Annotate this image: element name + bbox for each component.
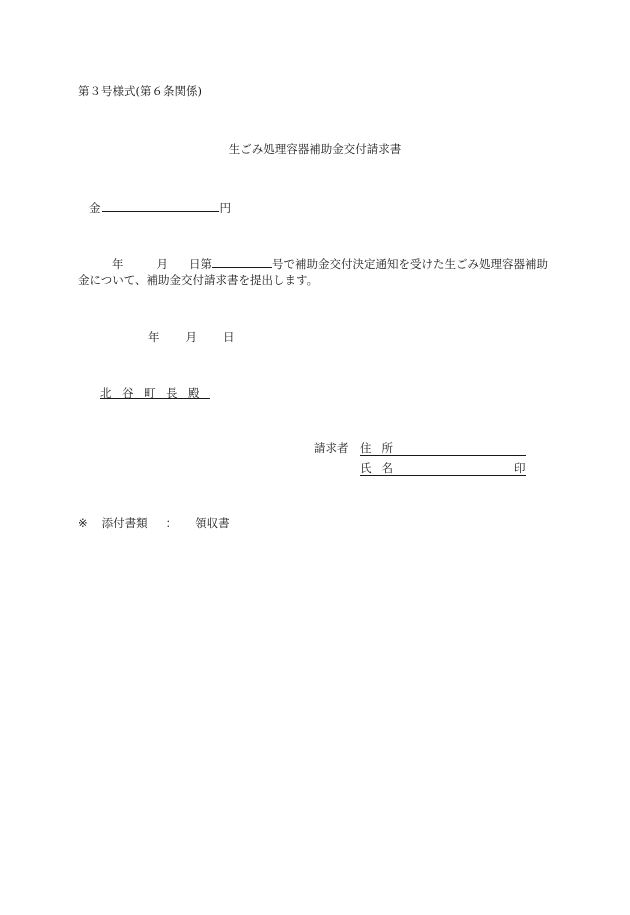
body-year: 年 xyxy=(112,257,124,271)
date-line xyxy=(148,332,235,344)
name-label: 氏名 xyxy=(360,461,403,475)
amount-line xyxy=(89,199,231,215)
notice-number-blank[interactable] xyxy=(212,255,272,268)
attachment-line xyxy=(78,518,230,530)
address-label: 住所 xyxy=(360,441,403,455)
seal-mark: 印 xyxy=(514,461,526,475)
body-month: 月 xyxy=(156,257,168,271)
date-year: 年 xyxy=(148,330,160,344)
form-number: 第３号様式(第６条関係) xyxy=(78,84,202,98)
document-title: 生ごみ処理容器補助金交付請求書 xyxy=(228,142,402,156)
name-row xyxy=(360,463,403,475)
reference-mark-icon: ※ xyxy=(78,516,88,530)
date-month: 月 xyxy=(185,330,197,344)
date-day: 日 xyxy=(223,330,235,344)
body-day-prefix: 日第 xyxy=(189,257,212,271)
address-field[interactable] xyxy=(360,455,526,456)
amount-prefix: 金 xyxy=(89,201,101,215)
amount-suffix: 円 xyxy=(219,201,231,215)
body-text-line-2: 金について、補助金交付請求書を提出します。 xyxy=(78,273,319,287)
attachment-value: 領収書 xyxy=(195,516,230,530)
body-line1-rest: 号で補助金交付決定通知を受けた生ごみ処理容器補助 xyxy=(272,257,548,271)
attachment-label: 添付書類 xyxy=(101,516,148,530)
amount-blank[interactable] xyxy=(102,199,219,212)
claimant-label: 請求者 xyxy=(314,441,349,455)
body-text-line-1 xyxy=(78,255,548,271)
addressee: 北谷町長殿 xyxy=(100,386,210,400)
address-row xyxy=(360,443,403,455)
attachment-colon: ： xyxy=(165,516,178,530)
name-field[interactable] xyxy=(360,475,526,476)
